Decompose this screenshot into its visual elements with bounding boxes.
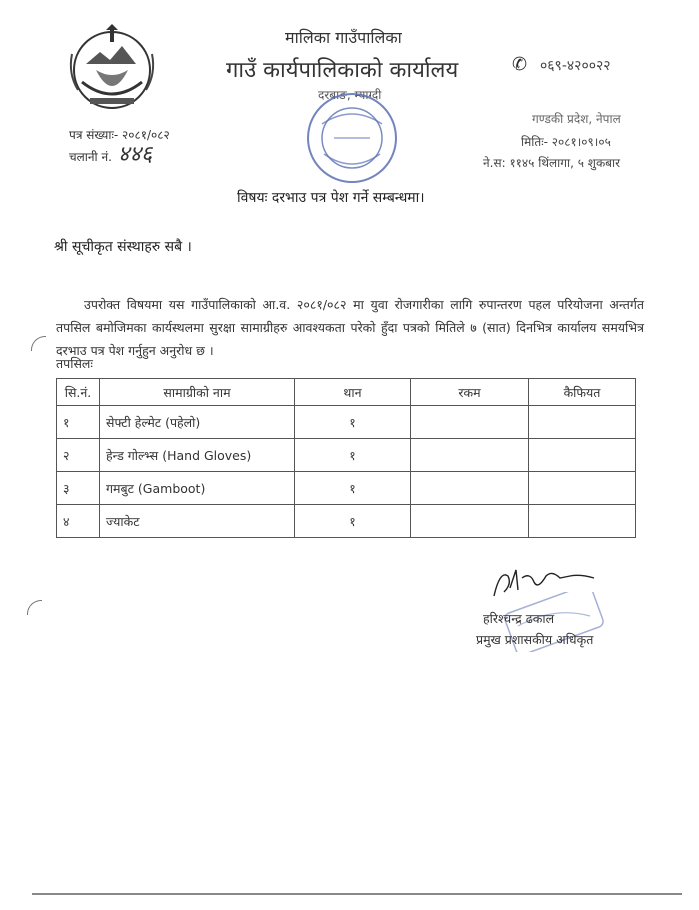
cell-remarks bbox=[529, 439, 636, 472]
header-quantity: थान bbox=[295, 379, 411, 406]
cell-item-name: सेफ्टी हेल्मेट (पहेलो) bbox=[100, 406, 295, 439]
cell-amount bbox=[411, 406, 529, 439]
signatory-name: हरिश्चन्द्र ढकाल bbox=[483, 611, 555, 626]
office-seal-stamp bbox=[298, 84, 406, 192]
cell-amount bbox=[411, 505, 529, 538]
bottom-divider bbox=[32, 893, 682, 895]
table-row bbox=[57, 439, 636, 472]
letter-date: मितिः- २०८१।०९।०५ bbox=[521, 135, 611, 149]
cell-item-name: गमबुट (Gamboot) bbox=[100, 472, 295, 505]
table-row bbox=[57, 472, 636, 505]
chalani-number: ४४६ bbox=[118, 142, 153, 167]
cell-quantity: १ bbox=[295, 406, 411, 439]
letter-body: उपरोक्त विषयमा यस गाउँपालिकाको आ.व. २०८१/०८२ मा युवा रोजगारीका लागि रुपान्तरण पहल परियोजना अन्तर्गत तपसिल बमोजिमका कार्यस्थलमा सुरक्षा सामाग्रीहरु आवश्यकता परेको हुँदा पत्रको मितिले ७ (सात) दिनभित्र कार्यालय समयभित्र दरभाउ पत्र पेश गर्नुहुन अनुरोध छ । bbox=[56, 297, 644, 358]
table-row bbox=[57, 406, 636, 439]
cell-remarks bbox=[529, 406, 636, 439]
cell-amount bbox=[411, 439, 529, 472]
salutation: श्री सूचीकृत संस्थाहरु सबै । bbox=[54, 239, 192, 255]
letter-subject: विषयः दरभाउ पत्र पेश गर्ने सम्बन्धमा। bbox=[237, 190, 425, 206]
phone-number: ०६९-४२००२२ bbox=[540, 58, 611, 74]
cell-amount bbox=[411, 472, 529, 505]
cell-quantity: १ bbox=[295, 472, 411, 505]
cell-item-name: हेन्ड गोल्भ्स (Hand Gloves) bbox=[100, 439, 295, 472]
cell-sn: ३ bbox=[57, 472, 100, 505]
nepal-sambat-date: ने.स: ११४५ थिंलागा, ५ शुकबार bbox=[483, 156, 621, 170]
cell-sn: २ bbox=[57, 439, 100, 472]
cell-item-name: ज्याकेट bbox=[100, 505, 295, 538]
table-row bbox=[57, 505, 636, 538]
cell-remarks bbox=[529, 472, 636, 505]
cell-sn: ४ bbox=[57, 505, 100, 538]
header-amount: रकम bbox=[411, 379, 529, 406]
header-item-name: सामाग्रीको नाम bbox=[100, 379, 295, 406]
office-title: गाउँ कार्यपालिकाको कार्यालय bbox=[226, 58, 459, 83]
items-table bbox=[56, 378, 636, 538]
cell-remarks bbox=[529, 505, 636, 538]
table-header-row bbox=[57, 379, 636, 406]
patra-sankhya: पत्र संख्याः- २०८१/०८२ bbox=[69, 128, 170, 142]
municipality-name: मालिका गाउँपालिका bbox=[285, 28, 402, 47]
office-address: दरबाङ, म्याग्दी bbox=[318, 88, 382, 102]
cell-quantity: १ bbox=[295, 505, 411, 538]
signatory-title: प्रमुख प्रशासकीय अधिकृत bbox=[476, 632, 594, 647]
header-remarks: कैफियत bbox=[529, 379, 636, 406]
phone-icon: ✆ bbox=[512, 54, 528, 75]
cell-sn: १ bbox=[57, 406, 100, 439]
header-sn: सि.नं. bbox=[57, 379, 100, 406]
nepal-emblem-icon bbox=[66, 24, 158, 112]
punch-mark bbox=[31, 336, 46, 351]
tapasil-label: तपसिलः bbox=[56, 356, 93, 371]
punch-mark bbox=[27, 600, 42, 615]
province-text: गण्डकी प्रदेश, नेपाल bbox=[532, 112, 621, 126]
chalani-label: चलानी नं. bbox=[69, 150, 112, 164]
cell-quantity: १ bbox=[295, 439, 411, 472]
